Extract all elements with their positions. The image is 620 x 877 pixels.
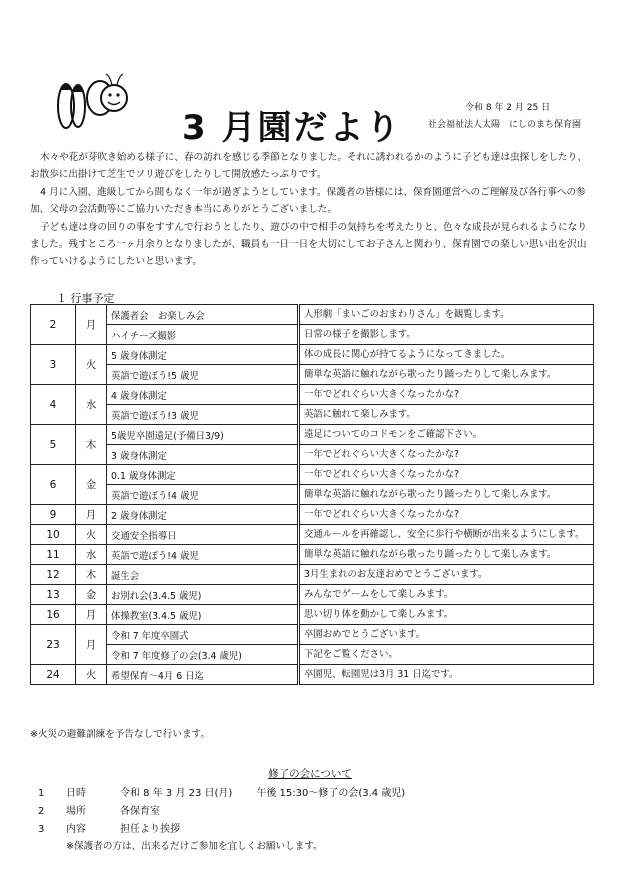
detail-extra: 午後 15:30～修了の会(3.4 歳児) (256, 788, 406, 799)
description-cell: 簡単な英語に触れながら歌ったり踊ったりして楽しみます。 (299, 545, 594, 565)
fire-drill-note: ※火災の避難訓練を予告なしで行います。 (30, 729, 210, 740)
detail-number: 2 (38, 806, 45, 817)
table-row (31, 365, 594, 385)
day-cell: 24 (31, 665, 76, 685)
schedule-heading: １ 行事予定 (56, 292, 115, 305)
description-cell: 思い切り体を動かして楽しみます。 (299, 605, 594, 625)
table-row (31, 445, 594, 465)
day-cell: 3 (31, 345, 76, 385)
description-cell: 下記をご覧ください。 (299, 645, 594, 665)
detail-key: 内容 (66, 824, 86, 835)
description-cell: 3月生まれのお友達おめでとうございます。 (299, 565, 594, 585)
weekday-cell: 木 (76, 425, 107, 465)
weekday-cell: 月 (76, 605, 107, 625)
detail-value: 令和 8 年 3 月 23 日(月) (120, 788, 233, 799)
event-cell: 保護者会 お楽しみ会 (107, 305, 299, 325)
table-row (31, 605, 594, 625)
weekday-cell: 火 (76, 665, 107, 685)
table-row (31, 385, 594, 405)
event-cell: 5 歳身体測定 (107, 345, 299, 365)
day-cell: 10 (31, 525, 76, 545)
table-row (31, 585, 594, 605)
table-row (31, 505, 594, 525)
weekday-cell: 月 (76, 625, 107, 665)
table-row (31, 645, 594, 665)
detail-number: 3 (38, 824, 45, 835)
event-cell: 令和 7 年度修了の会(3.4 歳児) (107, 645, 299, 665)
event-cell: 2 歳身体測定 (107, 505, 299, 525)
description-cell: 英語に触れて楽しみます。 (299, 405, 594, 425)
schedule-table (30, 304, 594, 685)
table-row (31, 425, 594, 445)
bee-logo-icon (48, 66, 138, 132)
issue-date: 令和 8 年 2 月 25 日 (465, 103, 551, 113)
description-cell: 人形劇「まいごのおまわりさん」を観覧します。 (299, 305, 594, 325)
event-cell: 英語で遊ぼう!4 歳児 (107, 545, 299, 565)
description-cell: みんなでゲームをして楽しみます。 (299, 585, 594, 605)
detail-value: 各保育室 (120, 806, 160, 817)
description-cell: 簡単な英語に触れながら歌ったり踊ったりして楽しみます。 (299, 485, 594, 505)
description-cell: 体の成長に関心が持てるようになってきました。 (299, 345, 594, 365)
day-cell: 4 (31, 385, 76, 425)
table-row (31, 625, 594, 645)
event-cell: ハイチーズ撮影 (107, 325, 299, 345)
description-cell: 遠足についてのコドモンをご確認下さい。 (299, 425, 594, 445)
table-row (31, 665, 594, 685)
detail-row (38, 784, 405, 799)
event-cell: 誕生会 (107, 565, 299, 585)
day-cell: 23 (31, 625, 76, 665)
detail-number: 1 (38, 788, 45, 799)
table-row (31, 405, 594, 425)
detail-row (38, 820, 180, 835)
weekday-cell: 月 (76, 305, 107, 345)
guardian-note: ※保護者の方は、出来るだけご参加を宜しくお願いします。 (66, 841, 323, 852)
event-cell: 交通安全指導日 (107, 525, 299, 545)
detail-value: 担任より挨拶 (120, 824, 180, 835)
description-cell: 一年でどれぐらい大きくなったかな? (299, 385, 594, 405)
intro-paragraph: 木々や花が芽吹き始める様子に、春の訪れを感じる季節となりました。それに誘われるかのように子ども達は虫探しをしたり、お散歩に出掛けて芝生でソリ遊びをしたりして開放感たっぷりです。 (30, 152, 587, 181)
event-cell: 英語で遊ぼう!5 歳児 (107, 365, 299, 385)
description-cell: 一年でどれぐらい大きくなったかな? (299, 505, 594, 525)
day-cell: 16 (31, 605, 76, 625)
event-cell: 英語で遊ぼう!3 歳児 (107, 405, 299, 425)
description-cell: 交通ルールを再確認し、安全に歩行や横断が出来るようにします。 (299, 525, 594, 545)
table-row (31, 465, 594, 485)
weekday-cell: 月 (76, 505, 107, 525)
intro-paragraph: 4 月に入園、進級してから間もなく一年が過ぎようとしています。保護者の皆様には、保育園運営へのご理解及び各行事への参加、父母の会活動等にご協力いただき本当にありがとうございました。 (30, 186, 586, 216)
table-row (31, 565, 594, 585)
page-title: 3 月園だより (182, 108, 402, 148)
detail-row (38, 802, 160, 817)
event-cell: 体操教室(3.4.5 歳児) (107, 605, 299, 625)
table-row (31, 485, 594, 505)
event-cell: 希望保育～4月 6 日迄 (107, 665, 299, 685)
weekday-cell: 水 (76, 545, 107, 565)
table-row (31, 525, 594, 545)
event-cell: お別れ会(3.4.5 歳児) (107, 585, 299, 605)
detail-key: 場所 (66, 806, 86, 817)
section-title (0, 766, 620, 781)
table-row (31, 305, 594, 325)
intro-text (30, 149, 590, 271)
event-cell: 英語で遊ぼう!4 歳児 (107, 485, 299, 505)
description-cell: 卒園おめでとうございます。 (299, 625, 594, 645)
description-cell: 簡単な英語に触れながら歌ったり踊ったりして楽しみます。 (299, 365, 594, 385)
description-cell: 一年でどれぐらい大きくなったかな? (299, 445, 594, 465)
day-cell: 12 (31, 565, 76, 585)
day-cell: 13 (31, 585, 76, 605)
weekday-cell: 木 (76, 565, 107, 585)
intro-paragraph: 子ども達は身の回りの事をすすんで行おうとしたり、遊びの中で相手の気持ちを考えたりと、色々な成長が見られるようになりました。残すところ一ヶ月余りとなりましたが、職員も一日一日を大切にしてお子さんと関わり、保育園での楽しい思い出を沢山作っていけるようにしたいと思います。 (30, 221, 587, 268)
day-cell: 5 (31, 425, 76, 465)
description-cell: 卒園児、転園児は3月 31 日迄です。 (299, 665, 594, 685)
table-row (31, 545, 594, 565)
weekday-cell: 火 (76, 525, 107, 545)
section-title-text: 修了の会について (268, 768, 352, 780)
detail-key: 日時 (66, 788, 86, 799)
event-cell: 0.1 歳身体測定 (107, 465, 299, 485)
organization-name: 社会福祉法人太陽 にしのまち保育園 (428, 120, 582, 130)
event-cell: 4 歳身体測定 (107, 385, 299, 405)
weekday-cell: 水 (76, 385, 107, 425)
description-cell: 一年でどれぐらい大きくなったかな? (299, 465, 594, 485)
day-cell: 2 (31, 305, 76, 345)
day-cell: 6 (31, 465, 76, 505)
weekday-cell: 金 (76, 465, 107, 505)
event-cell: 5歳児卒園遠足(予備日3/9) (107, 425, 299, 445)
description-cell: 日常の様子を撮影します。 (299, 325, 594, 345)
event-cell: 令和 7 年度卒園式 (107, 625, 299, 645)
day-cell: 11 (31, 545, 76, 565)
table-row (31, 345, 594, 365)
day-cell: 9 (31, 505, 76, 525)
weekday-cell: 金 (76, 585, 107, 605)
weekday-cell: 火 (76, 345, 107, 385)
table-row (31, 325, 594, 345)
event-cell: 3 歳身体測定 (107, 445, 299, 465)
